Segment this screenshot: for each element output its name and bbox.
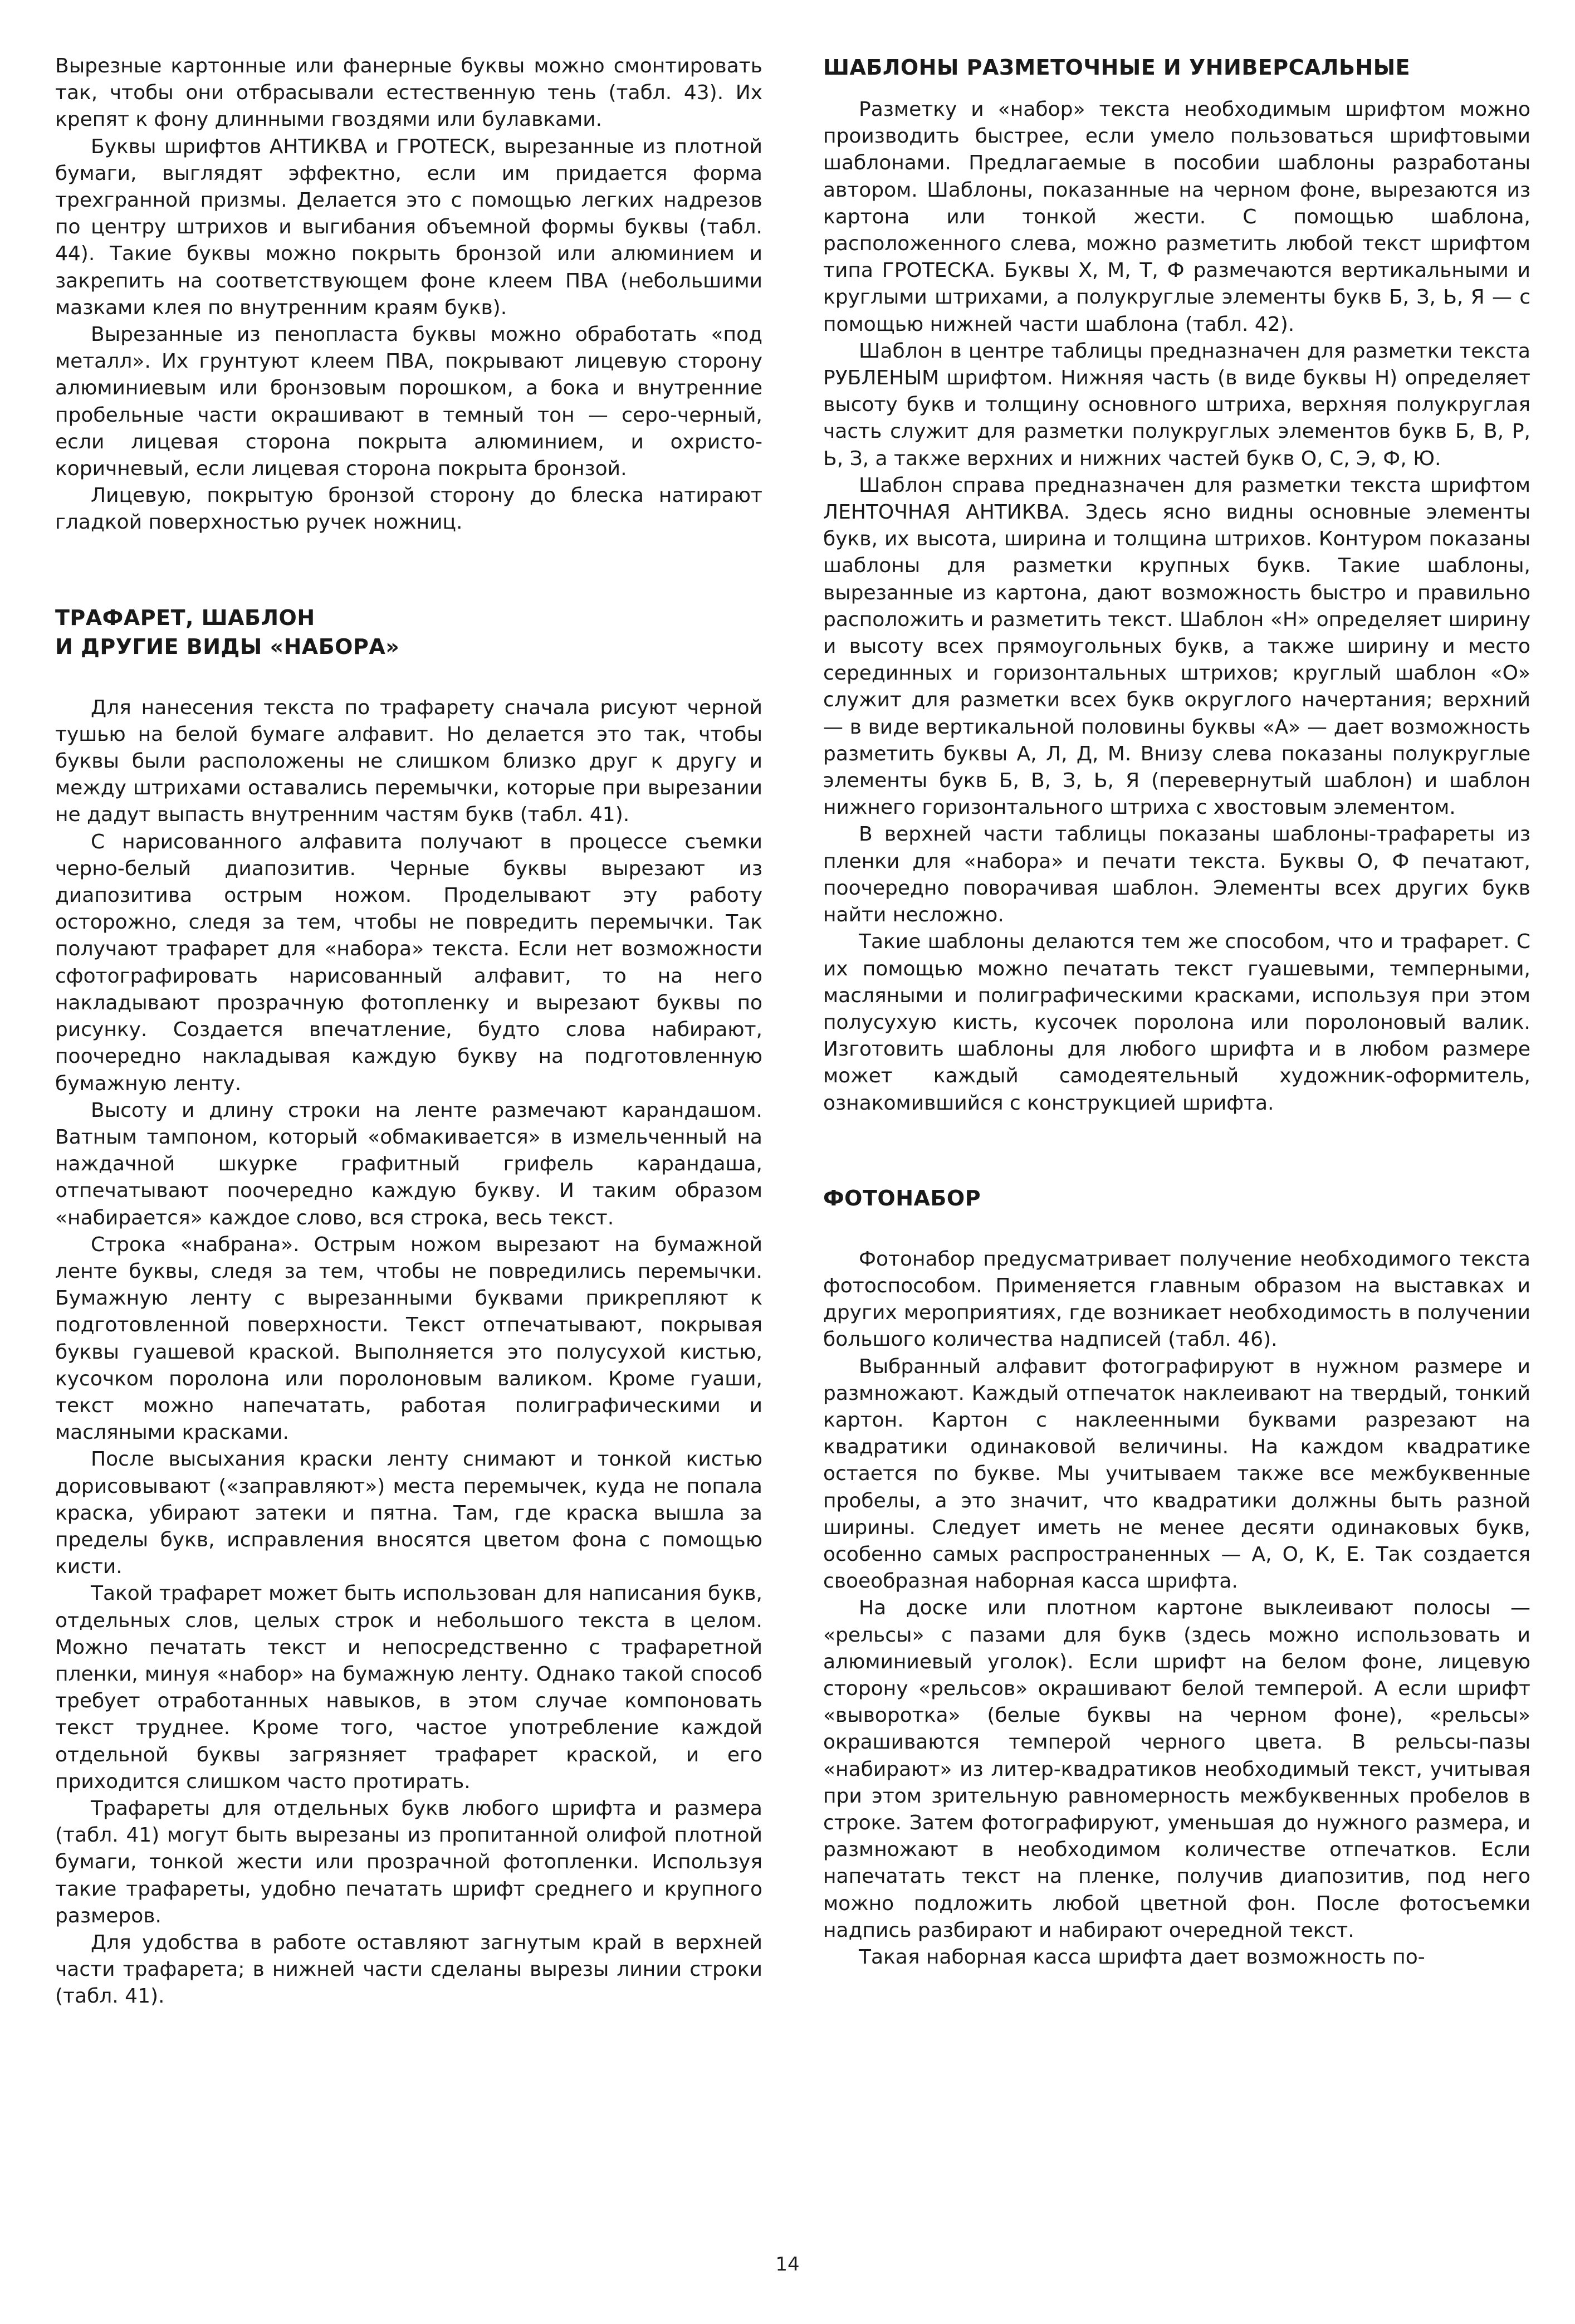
section-heading-templates: ШАБЛОНЫ РАЗМЕТОЧНЫЕ И УНИВЕРСАЛЬНЫЕ [823,55,1411,80]
section-gap [55,661,762,695]
paragraph: Для удобства в работе оставляют загнутым край в верхней части трафарета; в нижней части сделаны вырезы линии строки (табл. 41). [55,1931,762,2008]
paragraph: Выбранный алфавит фотографируют в нужном размере и размножают. Каждый отпечаток наклеивают на твердый, тонкий картон. Картон с наклеенными буквами разрезают на квадратики одинаковой величины. На каждом квадратике остается по букве. Мы учитываем также все межбуквенные пробелы, а это значит, что квадратики должны быть разной ширины. Следует иметь не менее десяти одинаковых букв, особенно самых распространенных — А, О, К, Е. Так создается своеобразная наборная касса шрифта. [823,1355,1530,1593]
paragraph: Буквы шрифтов АНТИКВА и ГРОТЕСК, вырезанные из плотной бумаги, выглядят эффектно, если им придается форма трехгранной призмы. Делается это с помощью легких надрезов по центру штрихов и выгибания объемной формы буквы (табл. 44). Такие буквы можно покрыть бронзой или алюминием и закрепить на соответствующем фоне клеем ПВА (небольшими мазками клея по внутренним краям букв). [55,135,762,319]
page-number: 14 [775,2253,800,2276]
paragraph: Трафареты для отдельных букв любого шрифта и размера (табл. 41) могут быть вырезаны из пропитанной олифой плотной бумаги, тонкой жести или прозрачной фотопленки. Используя такие трафареты, удобно печатать шрифт среднего и крупного размеров. [55,1796,762,1927]
paragraph: Такая наборная касса шрифта дает возможность по- [859,1946,1425,1969]
section-gap [823,1117,1530,1184]
section-heading-stencil [55,603,762,661]
paragraph: После высыхания краски ленту снимают и тонкой кистью дорисовывают («заправляют») места перемычек, куда не попала краска, убирают затеки и пятна. Там, где краска вышла за пределы букв, исправления вносятся цветом фона с помощью кисти. [55,1448,762,1579]
paragraph: Фотонабор предусматривает получение необходимого текста фотоспособом. Применяется главным образом на выставках и других мероприятиях, где возникает необходимость в получении большого количества надписей (табл. 46). [823,1247,1530,1351]
paragraph: Лицевую, покрытую бронзой сторону до блеска натирают гладкой поверхностью ручек ножниц. [55,484,762,534]
paragraph: Для нанесения текста по трафарету сначала рисуют черной тушью на белой бумаге алфавит. Но делается это так, чтобы буквы были расположены не слишком близко друг к другу и между штрихами оставались перемычки, которые при вырезании не дадут выпасть внутренним частям букв (табл. 41). [55,696,762,827]
paragraph: Разметку и «набор» текста необходимым шрифтом можно производить быстрее, если умело пользоваться шрифтовыми шаблонами. Предлагаемые в пособии шаблоны разработаны автором. Шаблоны, показанные на черном фоне, вырезаются из картона или тонкой жести. С помощью шаблона, расположенного слева, можно разметить любой текст шрифтом типа ГРОТЕСКА. Буквы Х, М, Т, Ф размечаются вертикальными и круглыми штрихами, а полукруглые элементы букв Б, З, Ь, Я — с помощью нижней части шаблона (табл. 42). [823,98,1530,336]
paragraph: Шаблон справа предназначен для разметки текста шрифтом ЛЕНТОЧНАЯ АНТИКВА. Здесь ясно видны основные элементы букв, их высота, ширина и толщина штрихов. Контуром показаны шаблоны для разметки крупных букв. Такие шаблоны, вырезанные из картона, дают возможность быстро и правильно расположить и разметить текст. Шаблон «Н» определяет ширину и высоту всех прямоугольных букв, а также ширину и место серединных и горизонтальных штрихов; круглый шаблон «О» служит для разметки всех букв округлого начертания; верхний — в виде вертикальной половины буквы «А» — дает возможность разметить буквы А, Л, Д, М. Внизу слева показаны полукруглые элементы букв Б, В, З, Ь, Я (перевернутый шаблон) и шаблон нижнего горизонтального штриха с хвостовым элементом. [823,473,1530,819]
paragraph: Строка «набрана». Острым ножом вырезают на бумажной ленте буквы, следя за тем, чтобы не повредились перемычки. Бумажную ленту с вырезанными буквами прикрепляют к подготовленной поверхности. Текст отпечатывают, покрывая буквы гуашевой краской. Выполняется это полусухой кистью, кусочком поролона или поролоновым валиком. Кроме гуаши, текст можно напечатать, работая полиграфическими и масляными красками. [55,1233,762,1444]
paragraph: Вырезные картонные или фанерные буквы можно смонтировать так, чтобы они отбрасывали естественную тень (табл. 43). Их крепят к фону длинными гвоздями или булавками. [55,55,762,131]
paragraph: Такие шаблоны делаются тем же способом, что и трафарет. С их помощью можно печатать текст гуашевыми, темперными, масляными и полиграфическими красками, используя при этом полусухую кисть, кусочек поролона или поролоновый валик. Изготовить шаблоны для любого шрифта и в любом размере может каждый самодеятельный художник-оформитель, ознакомившийся с конструкцией шрифта. [823,930,1530,1115]
paragraph: Такой трафарет может быть использован для написания букв, отдельных слов, целых строк и небольшого текста в целом. Можно печатать текст и непосредственно с трафаретной пленки, минуя «набор» на бумажную ленту. Однако такой способ требует отработанных навыков, в этом случае компоновать текст труднее. Кроме того, частое употребление каждой отдельной буквы загрязняет трафарет краской, и его приходится слишком часто протирать. [55,1582,762,1793]
left-column [55,53,762,2010]
right-column [823,53,1530,1971]
section-heading-line: И ДРУГИЕ ВИДЫ «НАБОРА» [55,634,400,659]
section-heading-line: ТРАФАРЕТ, ШАБЛОН [55,605,315,630]
section-gap [823,82,1530,96]
section-gap [823,1213,1530,1246]
paragraph: Высоту и длину строки на ленте размечают карандашом. Ватным тампоном, который «обмакивается» в измельченный на наждачной шкурке графитный грифель карандаша, отпечатывают поочередно каждую букву. И таким образом «набирается» каждое слово, вся строка, весь текст. [55,1098,762,1229]
paragraph: Шаблон в центре таблицы предназначен для разметки текста РУБЛЕНЫМ шрифтом. Нижняя часть (в виде буквы Н) определяет высоту букв и толщину основного штриха, верхняя полукруглая часть служит для разметки полукруглых элементов букв Б, В, Р, Ь, З, а также верхних и нижних частей букв О, С, Э, Ф, Ю. [823,339,1530,470]
section-heading-photoset: ФОТОНАБОР [823,1185,981,1210]
paragraph: На доске или плотном картоне выклеивают полосы — «рельсы» с пазами для букв (здесь можно использовать и алюминиевый уголок). Если шрифт на белом фоне, лицевую сторону «рельсов» окрашивают белой темперой. А если шрифт «выворотка» (белые буквы на черном фоне), «рельсы» окрашиваются темперой черного цвета. В рельсы-пазы «набирают» из литер-квадратиков необходимый текст, учитывая при этом зрительную равномерность межбуквенных пробелов в строке. Затем фотографируют, уменьшая до нужного размера, и размножают в необходимом количестве отпечатков. Если напечатать текст на пленке, получив диапозитив, под него можно подложить любой цветной фон. После фотосъемки надпись разбирают и набирают очередной текст. [823,1596,1530,1942]
paragraph: В верхней части таблицы показаны шаблоны-трафареты из пленки для «набора» и печати текста. Буквы О, Ф печатают, поочередно поворачивая шаблон. Элементы всех других букв найти несложно. [823,823,1530,927]
paragraph: С нарисованного алфавита получают в процессе съемки черно-белый диапозитив. Черные буквы вырезают из диапозитива острым ножом. Проделывают эту работу осторожно, следя за тем, чтобы не повредить перемычки. Так получают трафарет для «набора» текста. Если нет возможности сфотографировать нарисованный алфавит, то на него накладывают прозрачную фотопленку и вырезают буквы по рисунку. Создается впечатление, будто слова набирают, поочередно накладывая каждую букву на подготовленную бумажную ленту. [55,830,762,1095]
paragraph: Вырезанные из пенопласта буквы можно обработать «под металл». Их грунтуют клеем ПВА, покрывают лицевую сторону алюминиевым или бронзовым порошком, а бока и внутренние пробельные части окрашивают в темный тон — серо-черный, если лицевая сторона покрыта алюминием, и охристо-коричневый, если лицевая сторона покрыта бронзой. [55,323,762,481]
section-gap [55,536,762,603]
